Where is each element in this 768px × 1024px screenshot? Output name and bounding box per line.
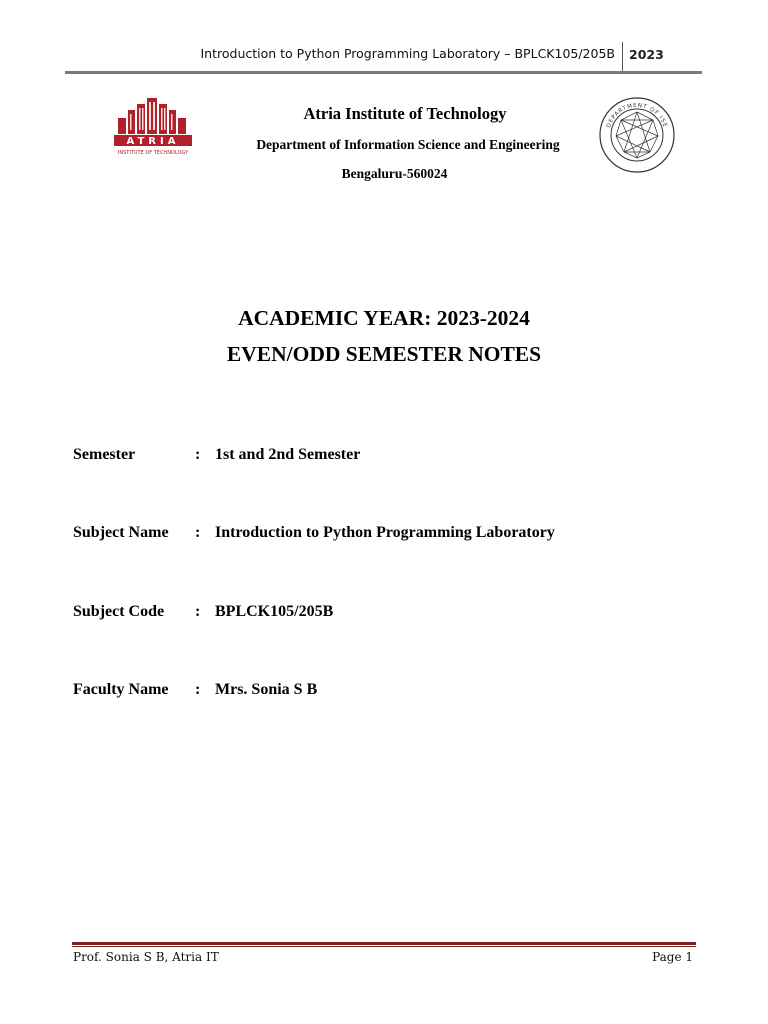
footer-page-number: Page 1 — [652, 950, 693, 964]
info-value: 1st and 2nd Semester — [215, 446, 361, 463]
footer-author: Prof. Sonia S B, Atria IT — [73, 950, 219, 964]
header-rule — [65, 71, 702, 74]
department-name: Department of Information Science and Engineering — [256, 137, 560, 152]
footer-rule-thin — [72, 946, 696, 947]
footer-rule — [72, 942, 696, 945]
institution-city: Bengaluru-560024 — [341, 166, 448, 181]
info-label: Faculty Name — [73, 681, 169, 698]
logo-tagline: INSTITUTE OF TECHNOLOGY — [117, 150, 189, 156]
info-label: Subject Name — [73, 524, 169, 541]
running-header-year: 2023 — [629, 47, 664, 62]
info-value: Introduction to Python Programming Laboratory — [215, 524, 555, 541]
academic-year-title: ACADEMIC YEAR: 2023-2024 — [238, 306, 530, 330]
header-separator — [622, 42, 623, 72]
info-colon: : — [195, 524, 201, 541]
semester-notes-title: EVEN/ODD SEMESTER NOTES — [226, 342, 542, 366]
logo-wordmark: ATRIA — [126, 136, 180, 147]
info-colon: : — [195, 603, 201, 620]
info-colon: : — [195, 681, 201, 698]
info-value: BPLCK105/205B — [215, 603, 334, 620]
info-colon: : — [195, 446, 201, 463]
seal-text: DEPARTMENT OF ISE — [606, 102, 668, 129]
info-value: Mrs. Sonia S B — [215, 681, 318, 698]
info-label: Semester — [73, 446, 136, 463]
institution-name: Atria Institute of Technology — [303, 104, 507, 123]
running-header-title: Introduction to Python Programming Laboratory – BPLCK105/205B — [200, 46, 615, 61]
info-label: Subject Code — [73, 603, 165, 620]
